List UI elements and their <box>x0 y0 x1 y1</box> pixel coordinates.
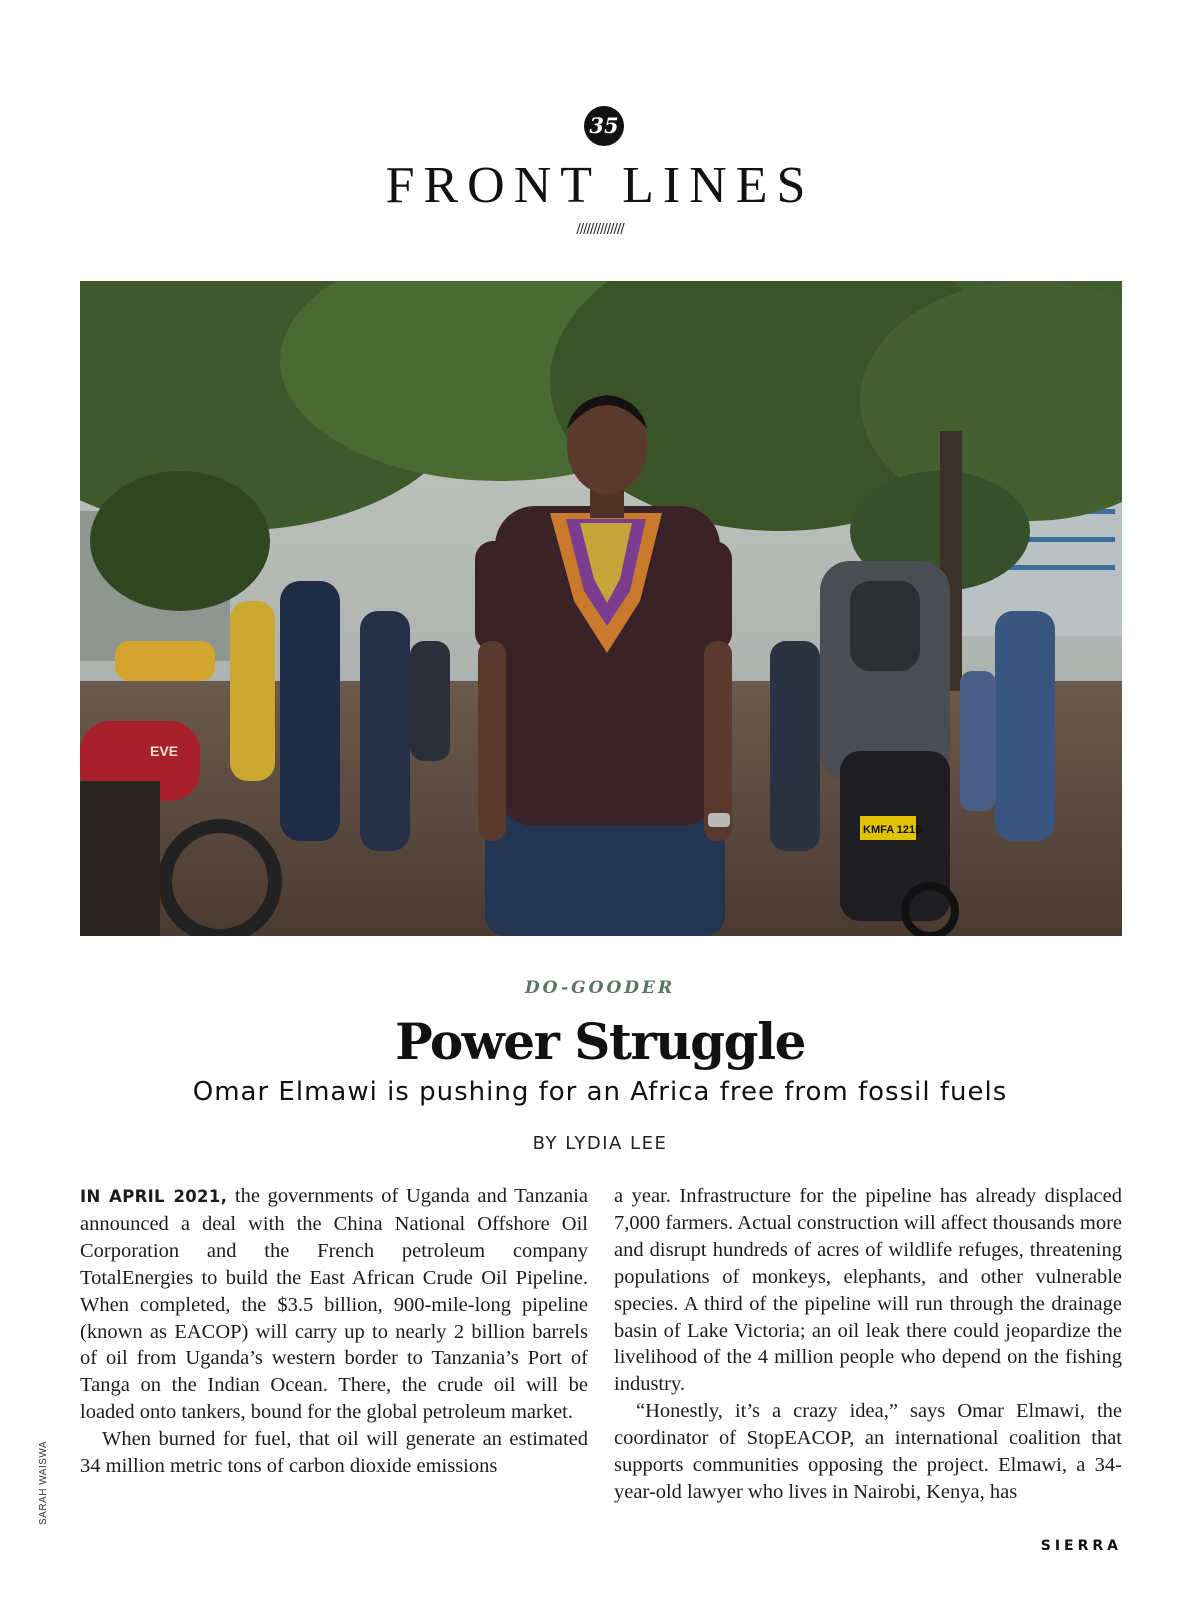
article-byline: BY LYDIA LEE <box>532 1133 668 1154</box>
section-title: FRONT LINES <box>385 157 815 214</box>
article-column-right <box>614 1183 1122 1506</box>
motorbike-right <box>840 751 955 936</box>
article-kicker: DO-GOODER <box>524 978 676 998</box>
paragraph-text: the governments of Uganda and Tanzania announced a deal with the China National Offshore Oil Corporation and the French petroleum company TotalEnergies to build the East African Crude Oil Pipeline. When completed, the $3.5 billion, 900-mile-long pipeline (known as EACOP) will carry up to nearly 2 billion barrels of oil from Uganda’s western border to Tanzania’s Port of Tanga on the Indian Ocean. There, the crude oil will be loaded onto tankers, bound for the global petroleum market. <box>80 1185 588 1424</box>
article-photo <box>80 281 1122 936</box>
paragraph: When burned for fuel, that oil will generate an estimated 34 million metric tons of carbon dioxide emissions <box>80 1428 588 1478</box>
paragraph: a year. Infrastructure for the pipeline has already displaced 7,000 farmers. Actual construction will affect thousands more and disrupt hundreds of acres of wildlife refuges, threatening populations of monkeys, elephants, and other vulnerable species. A third of the pipeline will run through the drainage basin of Lake Victoria; an oil leak there could jeopardize the livelihood of the 4 million people who depend on the fishing industry. <box>614 1185 1122 1396</box>
license-plate: KMFA 121B <box>863 824 924 836</box>
article-headline: Power Struggle <box>395 1012 805 1071</box>
paragraph <box>80 1183 588 1426</box>
magazine-folio: SIERRA <box>1040 1538 1122 1554</box>
photo-credit: SARAH WAISWA <box>38 1440 49 1525</box>
bike-label: EVE <box>150 743 179 759</box>
article-column-left <box>80 1183 588 1480</box>
article-deck: Omar Elmawi is pushing for an Africa free from fossil fuels <box>192 1077 1008 1107</box>
page-number-badge: 35 <box>584 106 624 146</box>
section-rule: ////////////// <box>576 222 624 237</box>
paragraph: “Honestly, it’s a crazy idea,” says Omar Elmawi, the coordinator of StopEACOP, an international coalition that supports communities opposing the project. Elmawi, a 34-year-old lawyer who lives in Nairobi, Kenya, has <box>614 1400 1122 1503</box>
lead-in: IN APRIL 2021, <box>80 1187 228 1206</box>
